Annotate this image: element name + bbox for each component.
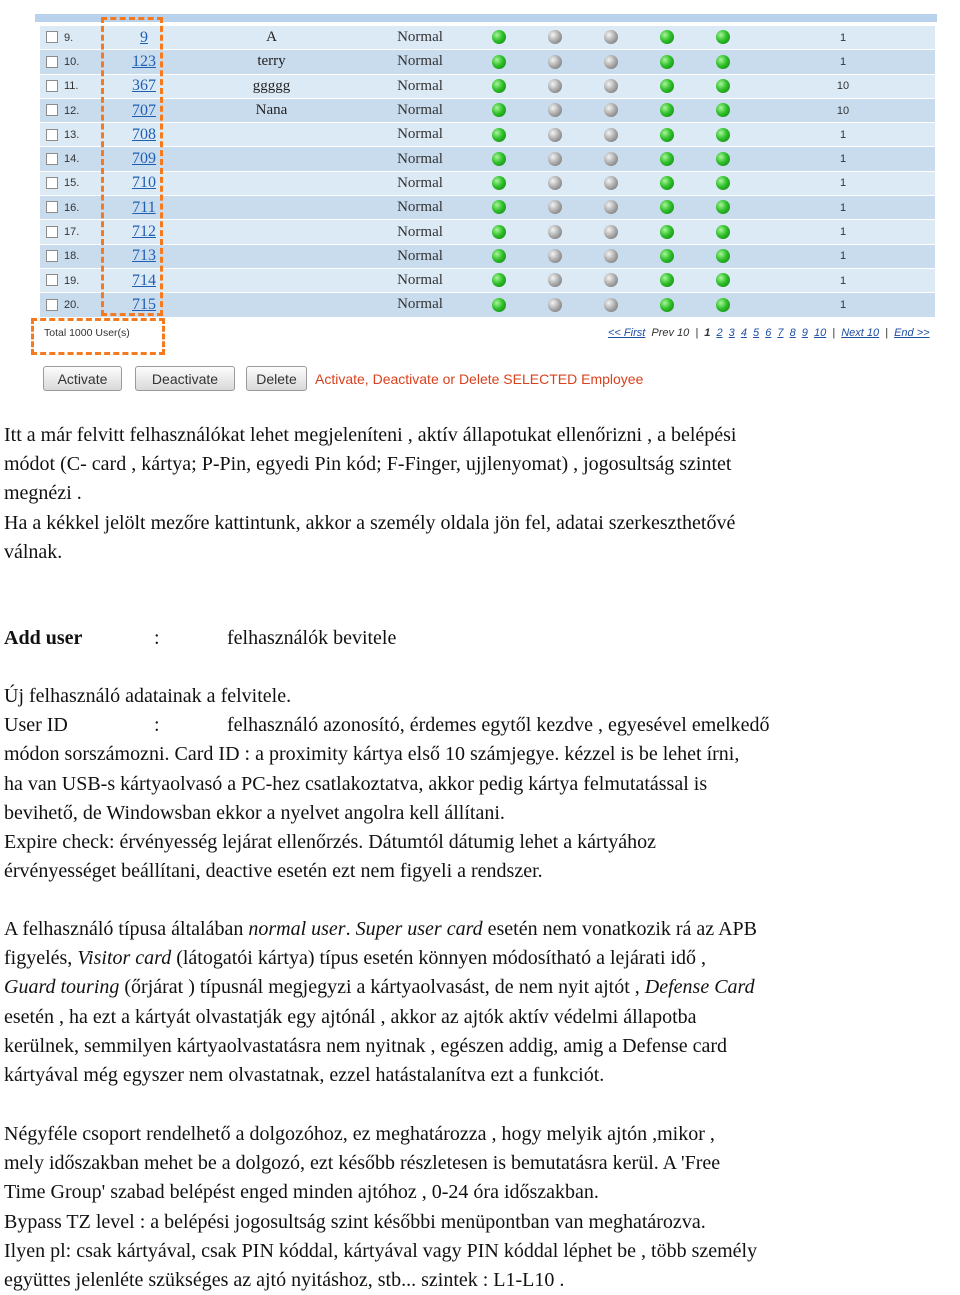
term-defense-card: Defense Card — [644, 976, 755, 999]
status-off-icon — [604, 152, 618, 166]
row-select-cell — [40, 220, 64, 244]
pager-page-link[interactable]: 10 — [813, 327, 827, 339]
row-checkbox[interactable] — [46, 80, 58, 92]
status-on-icon — [716, 103, 730, 117]
row-select-cell — [40, 244, 64, 268]
user-level: 1 — [751, 220, 935, 244]
user-level: 10 — [751, 74, 935, 98]
text-line: Expire check: érvényesség lejárat ellenőrzés. Dátumtól dátumig lehet a kártyához — [4, 831, 656, 854]
status-cell — [695, 26, 751, 50]
text-line: megnézi . — [4, 482, 82, 505]
row-number: 11. — [64, 74, 114, 98]
status-cell — [583, 74, 639, 98]
status-off-icon — [604, 128, 618, 142]
status-cell — [695, 123, 751, 147]
add-user-desc: felhasználók bevitele — [227, 627, 397, 649]
status-cell — [639, 244, 695, 268]
status-cell — [471, 50, 527, 74]
pager-end-link[interactable]: End >> — [894, 327, 930, 339]
status-cell — [639, 268, 695, 292]
row-number: 10. — [64, 50, 114, 74]
status-on-icon — [660, 225, 674, 239]
status-off-icon — [604, 249, 618, 263]
user-type-paragraph — [4, 915, 757, 1090]
groups-paragraph — [4, 1120, 757, 1295]
status-on-icon — [660, 249, 674, 263]
user-level: 1 — [751, 26, 935, 50]
intro-paragraph — [4, 421, 737, 567]
table-row — [40, 220, 935, 244]
pager-page-link[interactable]: 9 — [801, 327, 808, 339]
status-off-icon — [548, 79, 562, 93]
status-cell — [583, 147, 639, 171]
table-row — [40, 74, 935, 98]
status-on-icon — [716, 225, 730, 239]
status-cell — [695, 171, 751, 195]
text-line: mely időszakban mehet be a dolgozó, ezt később részletesen is bemutatásra kerül. A 'Free — [4, 1152, 721, 1175]
user-id-link[interactable]: 714 — [132, 271, 156, 289]
user-type: Normal — [369, 293, 471, 317]
status-cell — [639, 98, 695, 122]
table-header-bar — [35, 14, 937, 22]
status-on-icon — [716, 176, 730, 190]
user-level: 1 — [751, 268, 935, 292]
status-on-icon — [492, 128, 506, 142]
user-id-desc: felhasználó azonosító, érdemes egytől kezdve , egyesével emelkedő — [227, 714, 770, 737]
status-off-icon — [548, 273, 562, 287]
table-row — [40, 196, 935, 220]
row-select-cell — [40, 293, 64, 317]
row-select-cell — [40, 268, 64, 292]
row-select-cell — [40, 98, 64, 122]
status-cell — [639, 220, 695, 244]
pager-prev: Prev 10 — [651, 327, 690, 339]
pager-current-page: 1 — [704, 327, 711, 339]
user-level: 1 — [751, 171, 935, 195]
row-checkbox[interactable] — [46, 201, 58, 213]
text-line: válnak. — [4, 540, 63, 563]
user-level: 10 — [751, 98, 935, 122]
status-on-icon — [716, 79, 730, 93]
status-on-icon — [660, 55, 674, 69]
status-cell — [471, 123, 527, 147]
user-id-link[interactable]: 712 — [132, 223, 156, 241]
status-cell — [527, 147, 583, 171]
user-name: terry — [174, 50, 369, 74]
user-level: 1 — [751, 147, 935, 171]
status-cell — [527, 50, 583, 74]
text-span: (látogatói kártya) típus esetén könnyen módosítható a lejárati idő , — [171, 947, 707, 970]
row-number: 20. — [64, 293, 114, 317]
row-number: 12. — [64, 98, 114, 122]
status-cell — [639, 123, 695, 147]
status-on-icon — [716, 249, 730, 263]
row-checkbox[interactable] — [46, 177, 58, 189]
user-id-link[interactable]: 713 — [132, 247, 156, 265]
status-cell — [527, 220, 583, 244]
status-cell — [471, 98, 527, 122]
status-on-icon — [492, 79, 506, 93]
user-name — [174, 244, 369, 268]
term-normal-user: normal user — [248, 918, 346, 940]
user-name: Nana — [174, 98, 369, 122]
row-checkbox[interactable] — [46, 153, 58, 165]
status-cell — [471, 196, 527, 220]
status-cell — [471, 268, 527, 292]
status-off-icon — [604, 79, 618, 93]
row-checkbox[interactable] — [46, 226, 58, 238]
text-line: kerülnek, semmilyen kártyaolvastatásra nem nyitnak , egészen addig, amig a Defense card — [4, 1034, 728, 1057]
user-type: Normal — [369, 74, 471, 98]
status-cell — [583, 268, 639, 292]
user-name — [174, 147, 369, 171]
term-guard-touring: Guard touring — [4, 976, 120, 999]
row-number: 15. — [64, 171, 114, 195]
user-type: Normal — [369, 123, 471, 147]
status-cell — [695, 50, 751, 74]
status-off-icon — [604, 176, 618, 190]
status-cell — [527, 74, 583, 98]
user-name — [174, 268, 369, 292]
user-type: Normal — [369, 244, 471, 268]
status-cell — [639, 293, 695, 317]
row-number: 17. — [64, 220, 114, 244]
user-type: Normal — [369, 147, 471, 171]
user-name — [174, 123, 369, 147]
status-cell — [639, 147, 695, 171]
user-id-link[interactable]: 711 — [132, 198, 156, 216]
status-cell — [527, 171, 583, 195]
text-line: ha van USB-s kártyaolvasó a PC-hez csatlakoztatva, akkor pedig kártya felmutatással is — [4, 772, 708, 795]
text-line — [4, 915, 757, 944]
user-list-screenshot — [0, 0, 960, 400]
status-on-icon — [716, 30, 730, 44]
user-name — [174, 171, 369, 195]
row-checkbox[interactable] — [46, 299, 58, 311]
status-cell — [583, 171, 639, 195]
status-off-icon — [548, 128, 562, 142]
text-line: módon sorszámozni. Card ID : a proximity kártya első 10 számjegye. kézzel is be lehet írni, — [4, 743, 740, 766]
pager-page-link[interactable]: 7 — [777, 327, 784, 339]
table-row — [40, 244, 935, 268]
text-line: Itt a már felvitt felhasználókat lehet megjeleníteni , aktív állapotukat ellenőrizni , a belépési — [4, 424, 737, 446]
status-cell — [639, 196, 695, 220]
status-cell — [695, 74, 751, 98]
status-on-icon — [660, 200, 674, 214]
status-off-icon — [604, 55, 618, 69]
row-select-cell — [40, 171, 64, 195]
user-name — [174, 220, 369, 244]
user-table — [40, 26, 935, 318]
pager-page-link[interactable]: 8 — [789, 327, 796, 339]
status-cell — [639, 171, 695, 195]
row-checkbox[interactable] — [46, 56, 58, 68]
user-level: 1 — [751, 123, 935, 147]
status-cell — [695, 268, 751, 292]
pager-page-link[interactable]: 4 — [740, 327, 747, 339]
status-cell — [639, 26, 695, 50]
status-cell — [583, 196, 639, 220]
table-row — [40, 293, 935, 317]
status-cell — [471, 244, 527, 268]
status-off-icon — [604, 103, 618, 117]
table-row — [40, 50, 935, 74]
row-select-cell — [40, 50, 64, 74]
user-level: 1 — [751, 293, 935, 317]
status-off-icon — [548, 298, 562, 312]
user-id-link[interactable]: 715 — [132, 295, 156, 313]
status-cell — [527, 98, 583, 122]
pager-page-link[interactable]: 2 — [716, 327, 723, 339]
user-id-link[interactable]: 367 — [132, 77, 156, 95]
row-checkbox[interactable] — [46, 274, 58, 286]
user-level: 1 — [751, 50, 935, 74]
pagination: << First Prev 10 | 1 2 3 4 5 6 7 8 9 10 | Next 10 | End >> — [608, 327, 930, 339]
status-cell — [527, 293, 583, 317]
status-on-icon — [492, 249, 506, 263]
pager-page-link[interactable]: 6 — [765, 327, 772, 339]
status-cell — [639, 50, 695, 74]
status-off-icon — [604, 273, 618, 287]
status-cell — [527, 196, 583, 220]
status-off-icon — [548, 103, 562, 117]
row-number: 9. — [64, 26, 114, 50]
row-number: 16. — [64, 196, 114, 220]
status-on-icon — [660, 273, 674, 287]
status-off-icon — [548, 225, 562, 239]
status-on-icon — [492, 30, 506, 44]
status-off-icon — [548, 176, 562, 190]
status-on-icon — [660, 103, 674, 117]
pager-page-link[interactable]: 5 — [753, 327, 760, 339]
status-on-icon — [492, 200, 506, 214]
status-off-icon — [604, 200, 618, 214]
add-user-paragraph — [4, 682, 770, 886]
user-type: Normal — [369, 268, 471, 292]
text-span: figyelés, — [4, 947, 78, 970]
text-span: . — [345, 918, 356, 940]
status-on-icon — [492, 55, 506, 69]
status-cell — [695, 196, 751, 220]
pager-page-link[interactable]: 3 — [728, 327, 735, 339]
status-off-icon — [548, 152, 562, 166]
table-row — [40, 123, 935, 147]
row-checkbox[interactable] — [46, 104, 58, 116]
status-off-icon — [604, 225, 618, 239]
delete-button[interactable]: Delete — [246, 366, 307, 391]
status-cell — [695, 244, 751, 268]
status-cell — [471, 26, 527, 50]
status-on-icon — [492, 273, 506, 287]
user-level: 1 — [751, 244, 935, 268]
status-on-icon — [660, 30, 674, 44]
table-row — [40, 98, 935, 122]
status-cell — [471, 220, 527, 244]
row-select-cell — [40, 196, 64, 220]
status-on-icon — [716, 200, 730, 214]
status-on-icon — [716, 298, 730, 312]
status-on-icon — [492, 176, 506, 190]
status-off-icon — [548, 55, 562, 69]
text-line: bevihető, de Windowsban ekkor a nyelvet angolra kell állítani. — [4, 801, 505, 824]
text-line: kártyával még egyszer nem olvastatnak, ezzel hatástalanítva ezt a funkciót. — [4, 1064, 605, 1087]
text-line: Négyféle csoport rendelhető a dolgozóhoz, ez meghatározza , hogy melyik ajtón ,mikor , — [4, 1123, 715, 1145]
user-type: Normal — [369, 196, 471, 220]
deactivate-button[interactable]: Deactivate — [135, 366, 235, 391]
status-off-icon — [548, 30, 562, 44]
user-id-link[interactable]: 709 — [132, 150, 156, 168]
status-on-icon — [660, 176, 674, 190]
status-on-icon — [660, 298, 674, 312]
row-number: 14. — [64, 147, 114, 171]
user-name: A — [174, 26, 369, 50]
add-user-label: Add user — [4, 627, 83, 649]
status-cell — [583, 220, 639, 244]
status-cell — [471, 74, 527, 98]
status-cell — [583, 26, 639, 50]
status-cell — [583, 98, 639, 122]
status-cell — [583, 123, 639, 147]
row-checkbox[interactable] — [46, 31, 58, 43]
text-line: Ha a kékkel jelölt mezőre kattintunk, akkor a személy oldala jön fel, adatai szerkeszthetővé — [4, 511, 736, 534]
status-off-icon — [548, 200, 562, 214]
status-cell — [583, 50, 639, 74]
status-on-icon — [660, 152, 674, 166]
text-line — [4, 973, 757, 1002]
row-select-cell — [40, 26, 64, 50]
user-id-link[interactable]: 708 — [132, 125, 156, 143]
row-number: 13. — [64, 123, 114, 147]
status-cell — [471, 147, 527, 171]
status-cell — [527, 26, 583, 50]
row-select-cell — [40, 147, 64, 171]
user-name — [174, 196, 369, 220]
user-id-column-highlight — [101, 17, 163, 316]
text-line: Time Group' szabad belépést enged minden ajtóhoz , 0-24 óra időszakban. — [4, 1181, 599, 1204]
text-line: esetén , ha ezt a kártyát olvastatják egy ajtónál , akkor az ajtók aktív védelmi állapotba — [4, 1005, 697, 1028]
pager-first-link[interactable]: << First — [608, 327, 646, 339]
user-type: Normal — [369, 50, 471, 74]
user-id-link[interactable]: 123 — [132, 52, 156, 70]
user-level: 1 — [751, 196, 935, 220]
selection-hint: Activate, Deactivate or Delete SELECTED Employee — [315, 371, 644, 387]
user-id-link[interactable]: 707 — [132, 101, 156, 119]
text-line: Ilyen pl: csak kártyával, csak PIN kóddal, kártyával vagy PIN kóddal léphet be , több személy — [4, 1239, 758, 1262]
text-span: esetén nem vonatkozik rá az APB — [482, 918, 757, 940]
status-off-icon — [604, 298, 618, 312]
user-type: Normal — [369, 98, 471, 122]
row-checkbox[interactable] — [46, 250, 58, 262]
status-cell — [695, 293, 751, 317]
status-cell — [527, 244, 583, 268]
term-super-user-card: Super user card — [355, 918, 483, 940]
colon: : — [154, 714, 160, 737]
status-on-icon — [492, 103, 506, 117]
user-id-link[interactable]: 710 — [132, 174, 156, 192]
row-select-cell — [40, 123, 64, 147]
status-on-icon — [492, 152, 506, 166]
status-cell — [639, 74, 695, 98]
row-checkbox[interactable] — [46, 129, 58, 141]
status-on-icon — [716, 152, 730, 166]
term-visitor-card: Visitor card — [77, 947, 172, 970]
activate-button[interactable]: Activate — [43, 366, 122, 391]
text-span: A felhasználó típusa általában — [4, 918, 249, 940]
table-row — [40, 147, 935, 171]
status-cell — [471, 293, 527, 317]
add-user-heading — [4, 624, 396, 653]
status-on-icon — [660, 79, 674, 93]
user-type: Normal — [369, 220, 471, 244]
status-cell — [527, 123, 583, 147]
status-cell — [695, 220, 751, 244]
status-on-icon — [716, 273, 730, 287]
user-type: Normal — [369, 26, 471, 50]
user-id-line — [4, 711, 770, 740]
user-id-label: User ID — [4, 714, 68, 737]
status-on-icon — [492, 225, 506, 239]
status-cell — [583, 244, 639, 268]
user-id-link[interactable]: 9 — [140, 28, 148, 46]
status-off-icon — [604, 30, 618, 44]
status-cell — [695, 147, 751, 171]
table-row — [40, 26, 935, 50]
status-cell — [527, 268, 583, 292]
text-line — [4, 944, 757, 973]
table-row — [40, 268, 935, 292]
row-number: 19. — [64, 268, 114, 292]
text-span: (őrjárat ) típusnál megjegyzi a kártyaolvasást, de nem nyit ajtót , — [119, 976, 645, 999]
table-row — [40, 171, 935, 195]
status-cell — [471, 171, 527, 195]
row-number: 18. — [64, 244, 114, 268]
total-users-label: Total 1000 User(s) — [44, 327, 130, 339]
pager-next-link[interactable]: Next 10 — [841, 327, 880, 339]
status-on-icon — [492, 298, 506, 312]
text-line: Bypass TZ level : a belépési jogosultság szint későbbi menüpontban van meghatározva. — [4, 1210, 706, 1233]
status-on-icon — [716, 55, 730, 69]
text-line: módot (C- card , kártya; P-Pin, egyedi Pin kód; F-Finger, ujjlenyomat) , jogosultság szintet — [4, 453, 732, 476]
status-on-icon — [660, 128, 674, 142]
status-cell — [583, 293, 639, 317]
status-on-icon — [716, 128, 730, 142]
text-line: érvényességet beállítani, deactive esetén ezt nem figyeli a rendszer. — [4, 860, 543, 883]
user-name — [174, 293, 369, 317]
row-select-cell — [40, 74, 64, 98]
user-type: Normal — [369, 171, 471, 195]
colon: : — [154, 627, 160, 649]
status-off-icon — [548, 249, 562, 263]
status-cell — [695, 98, 751, 122]
text-line: együttes jelenléte szükséges az ajtó nyitáshoz, stb... szintek : L1-L10 . — [4, 1269, 565, 1292]
user-name: ggggg — [174, 74, 369, 98]
text-line: Új felhasználó adatainak a felvitele. — [4, 685, 292, 707]
